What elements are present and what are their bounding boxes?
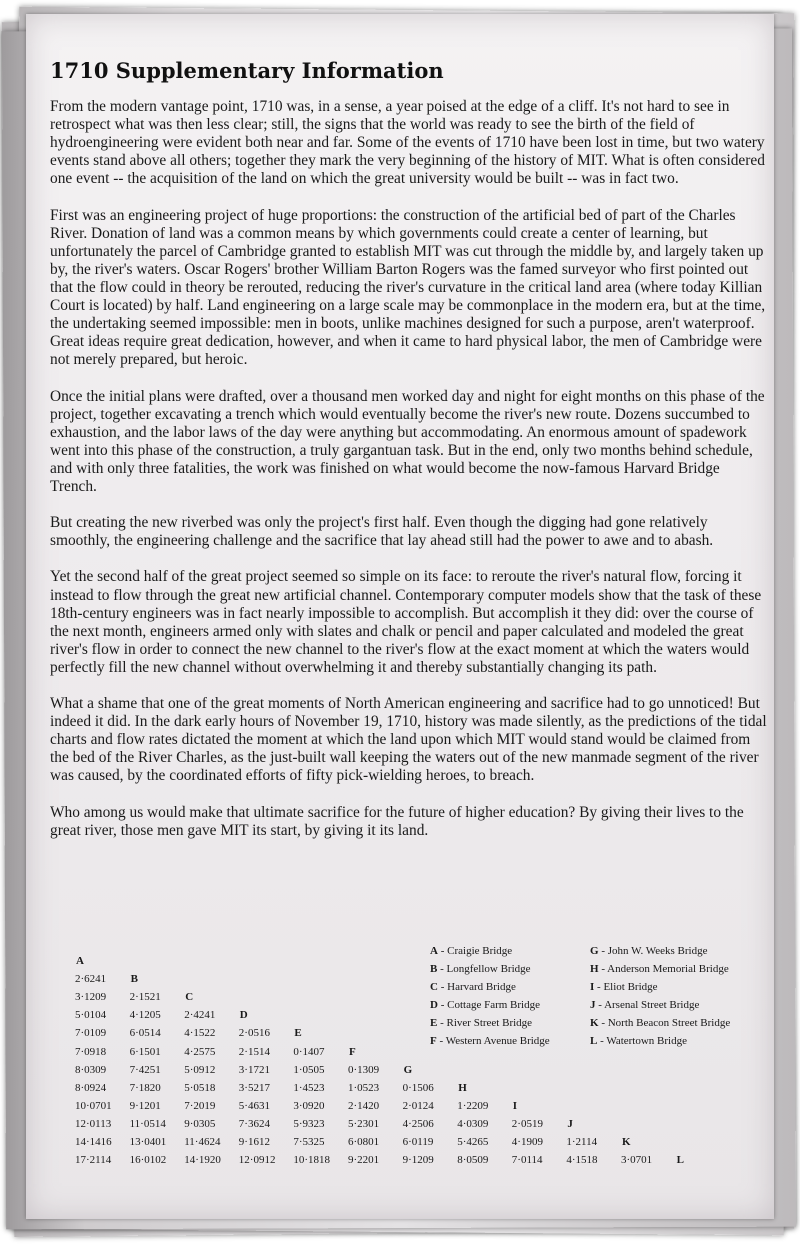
table-header: B xyxy=(130,973,138,986)
table-cell: 17·2114 xyxy=(75,1154,112,1167)
bridge-legend xyxy=(430,942,760,1050)
table-cell: 2·1521 xyxy=(129,991,161,1004)
table-cell: 8·0924 xyxy=(75,1081,107,1094)
legend-key: I xyxy=(590,981,595,993)
legend-separator: - xyxy=(436,1035,446,1047)
legend-name: Craigie Bridge xyxy=(447,945,513,957)
table-cell: 14·1920 xyxy=(184,1154,221,1167)
table-cell: 4·1518 xyxy=(566,1154,598,1167)
legend-name: Arsenal Street Bridge xyxy=(604,999,700,1011)
legend-key: J xyxy=(590,999,596,1011)
legend-key: F xyxy=(430,1035,437,1047)
legend-name: Anderson Memorial Bridge xyxy=(607,963,729,975)
table-cell: 3·0920 xyxy=(293,1099,325,1112)
table-cell: 1·0505 xyxy=(293,1063,325,1076)
legend-item xyxy=(590,942,760,960)
table-cell: 5·0518 xyxy=(184,1081,216,1094)
table-cell: 2·1420 xyxy=(348,1099,380,1112)
table-cell: 7·4251 xyxy=(129,1063,161,1076)
legend-item xyxy=(430,978,590,996)
table-cell: 10·1818 xyxy=(293,1154,331,1167)
table-header: C xyxy=(185,991,194,1004)
table-cell: 10·0701 xyxy=(75,1099,112,1112)
paragraph: But creating the new riverbed was only the project's first half. Even though the digging had gone relatively smoothly, the engineering challenge and the sacrifice that lay ahead still had the power to awe and to abash. xyxy=(50,514,714,550)
paragraph: What a shame that one of the great moments of North American engineering and sacrifice had to go unnoticed! But indeed it did. In the dark early hours of November 19, 1710, history was made silently, as the predictions of the tidal charts and flow rates dictated the moment at which the land upon which MIT would stand would be claimed from the bed of the River Charles, as the just-built wall keeping the waters out of the new manmade segment of the river was caused, by the coordinated efforts of fifty pick-wielding heroes, to breach. xyxy=(50,695,767,785)
table-cell: 2·0516 xyxy=(238,1027,270,1040)
table-cell: 1·0523 xyxy=(348,1081,380,1094)
table-cell: 3·5217 xyxy=(238,1081,270,1094)
paragraph: Who among us would make that ultimate sacrifice for the future of higher education? By giving their lives to the great river, those men gave MIT its start, by giving it its land. xyxy=(50,803,744,839)
table-cell: 7·0918 xyxy=(75,1045,107,1058)
table-cell: 5·0104 xyxy=(75,1009,107,1022)
legend-separator: - xyxy=(437,945,448,957)
table-cell: 0·1407 xyxy=(293,1045,325,1058)
table-cell: 5·2301 xyxy=(348,1117,380,1130)
table-cell: 4·1205 xyxy=(129,1009,161,1022)
legend-item xyxy=(430,960,590,978)
legend-name: Western Avenue Bridge xyxy=(445,1035,550,1047)
page-title: 1710 Supplementary Information xyxy=(50,58,444,83)
legend-item xyxy=(430,996,590,1014)
table-cell: 5·4265 xyxy=(457,1136,489,1148)
table-cell: 7·1820 xyxy=(129,1081,161,1094)
legend-key: B xyxy=(430,963,438,975)
table-header: K xyxy=(622,1136,631,1148)
table-cell: 7·0114 xyxy=(511,1154,543,1167)
paragraph: Yet the second half of the great project seemed so simple on its face: to reroute the river's natural flow, forcing it instead to flow through the great new artificial channel. Contemporary computer models show that the task of these 18th-century engineers was in fact nearly impossible to accomplish. But accomplish it they did: over the course of the next month, engineers armed only with slates and chalk or pencil and paper calculated and modeled the great river's flow in order to connect the new channel to the river's flow at the exact moment at which the waters would perfectly fill the new channel without overwhelming it and thereby substantially changing its path. xyxy=(50,568,762,676)
table-cell: 6·0119 xyxy=(402,1136,434,1148)
legend-key: A xyxy=(430,945,438,957)
table-cell: 1·2114 xyxy=(566,1136,598,1148)
table-cell: 4·0309 xyxy=(457,1117,489,1130)
paragraph: First was an engineering project of huge proportions: the construction of the artificial bed of part of the Charles River. Donation of land was a common means by which governments could create a center of learning, but unfortunately the parcel of Cambridge granted to establish MIT was cut through the middle by, and largely taken up by, the river's waters. Oscar Rogers' brother William Barton Rogers was the famed surveyor who first pointed out that the flow could in theory be rerouted, reducing the river's curvature in the critical land area (where today Killian Court is located) by half. Land engineering on a large scale may be commonplace in the modern era, but at the time, the undertaking seemed impossible: men in boots, unlike machines designed for such a purpose, aren't waterproof. Great ideas require great dedication, however, and when it came to hard physical labor, the men of Cambridge were not merely prepared, but heroic. xyxy=(50,206,766,369)
legend-separator: - xyxy=(437,1017,447,1029)
table-cell: 9·1209 xyxy=(402,1154,434,1167)
table-cell: 8·0509 xyxy=(457,1154,489,1167)
legend-item xyxy=(430,1032,590,1050)
legend-name: Harvard Bridge xyxy=(447,981,516,993)
table-cell: 12·0113 xyxy=(75,1117,112,1130)
legend-separator: - xyxy=(594,981,604,993)
table-header: A xyxy=(76,955,84,967)
table-header: E xyxy=(294,1027,302,1040)
table-header: D xyxy=(239,1009,248,1022)
table-header: F xyxy=(349,1045,356,1058)
legend-item xyxy=(590,978,760,996)
table-cell: 9·1612 xyxy=(238,1136,270,1148)
legend-name: John W. Weeks Bridge xyxy=(607,945,708,957)
table-cell: 2·1514 xyxy=(238,1045,270,1058)
table-cell: 3·0701 xyxy=(621,1154,653,1167)
table-cell: 7·3624 xyxy=(238,1117,270,1130)
table-cell: 2·6241 xyxy=(75,973,107,986)
table-cell: 5·4631 xyxy=(238,1099,270,1112)
table-cell: 11·0514 xyxy=(129,1117,166,1130)
table-cell: 6·0514 xyxy=(129,1027,161,1040)
table-cell: 16·0102 xyxy=(129,1154,167,1167)
legend-separator: - xyxy=(437,963,447,975)
legend-item xyxy=(590,960,760,978)
table-cell: 2·0124 xyxy=(402,1099,434,1112)
table-cell: 7·0109 xyxy=(75,1027,107,1040)
legend-key: H xyxy=(590,963,599,975)
legend-name: Cottage Farm Bridge xyxy=(447,999,540,1011)
table-cell: 6·1501 xyxy=(129,1045,161,1058)
legend-key: E xyxy=(430,1017,438,1029)
legend-separator: - xyxy=(437,999,448,1011)
table-header: I xyxy=(512,1099,518,1112)
table-cell: 7·5325 xyxy=(293,1136,325,1148)
legend-item xyxy=(590,1032,760,1050)
legend-name: River Street Bridge xyxy=(446,1017,533,1029)
legend-name: Longfellow Bridge xyxy=(446,963,531,975)
table-header: J xyxy=(567,1117,573,1130)
legend-key: L xyxy=(590,1035,598,1047)
legend-key: D xyxy=(430,999,438,1011)
paragraph: From the modern vantage point, 1710 was, in a sense, a year poised at the edge of a cliff. It's not hard to see in retrospect what was then less clear; still, the signs that the world was ready to see the birth of the field of hydroengineering were evident both near and far. Some of the events of 1710 have been lost in time, but two watery events stand above all others; together they mark the very beginning of the history of MIT. What is often considered one event -- the acquisition of the land on which the great university would be built -- was in fact two. xyxy=(50,98,765,188)
table-header: G xyxy=(403,1063,413,1076)
table-cell: 6·0801 xyxy=(348,1136,380,1148)
table-cell: 2·4241 xyxy=(184,1009,216,1022)
legend-item xyxy=(430,1014,590,1032)
body-text xyxy=(50,98,770,858)
table-cell: 5·9323 xyxy=(293,1117,325,1130)
legend-item xyxy=(590,1014,760,1032)
table-cell: 4·2575 xyxy=(184,1045,216,1058)
legend-item xyxy=(430,942,590,960)
table-cell: 4·1909 xyxy=(511,1136,543,1148)
legend-separator: - xyxy=(598,963,608,975)
table-header: L xyxy=(676,1154,684,1167)
table-cell: 2·0519 xyxy=(511,1117,543,1130)
legend-separator: - xyxy=(437,981,448,993)
table-cell: 14·1416 xyxy=(75,1136,112,1148)
table-cell: 3·1209 xyxy=(75,991,107,1004)
table-cell: 7·2019 xyxy=(184,1099,216,1112)
legend-separator: - xyxy=(595,999,605,1011)
table-cell: 4·2506 xyxy=(402,1117,434,1130)
legend-key: K xyxy=(590,1017,599,1029)
table-cell: 9·1201 xyxy=(129,1099,161,1112)
legend-key: C xyxy=(430,981,438,993)
legend-name: Watertown Bridge xyxy=(606,1035,687,1047)
legend-separator: - xyxy=(598,945,608,957)
legend-key: G xyxy=(590,945,599,957)
table-cell: 1·2209 xyxy=(457,1099,489,1112)
table-cell: 5·0912 xyxy=(184,1063,216,1076)
table-header: H xyxy=(458,1081,467,1094)
table-cell: 11·4624 xyxy=(184,1136,221,1148)
paragraph: Once the initial plans were drafted, over a thousand men worked day and night for eight months on this phase of the project, together excavating a trench which would eventually become the river's new route. Dozens succumbed to exhaustion, and the labor laws of the day were anything but accommodating. An enormous amount of spadework went into this phase of the construction, a truly gargantuan task. But in the end, only two months behind schedule, and with only three fatalities, the work was finished on what would become the now-famous Harvard Bridge Trench. xyxy=(50,387,765,495)
legend-separator: - xyxy=(597,1035,607,1047)
table-cell: 4·1522 xyxy=(184,1027,216,1040)
table-cell: 0·1309 xyxy=(348,1063,380,1076)
table-cell: 3·1721 xyxy=(238,1063,270,1076)
table-cell: 13·0401 xyxy=(129,1136,167,1148)
table-cell: 0·1506 xyxy=(402,1081,434,1094)
table-cell: 8·0309 xyxy=(75,1063,107,1076)
legend-name: North Beacon Street Bridge xyxy=(607,1017,731,1029)
table-cell: 1·4523 xyxy=(293,1081,325,1094)
table-cell: 9·0305 xyxy=(184,1117,216,1130)
legend-separator: - xyxy=(598,1017,608,1029)
legend-item xyxy=(590,996,760,1014)
table-cell: 12·0912 xyxy=(238,1154,276,1167)
table-cell: 9·2201 xyxy=(348,1154,380,1167)
legend-name: Eliot Bridge xyxy=(603,981,658,993)
